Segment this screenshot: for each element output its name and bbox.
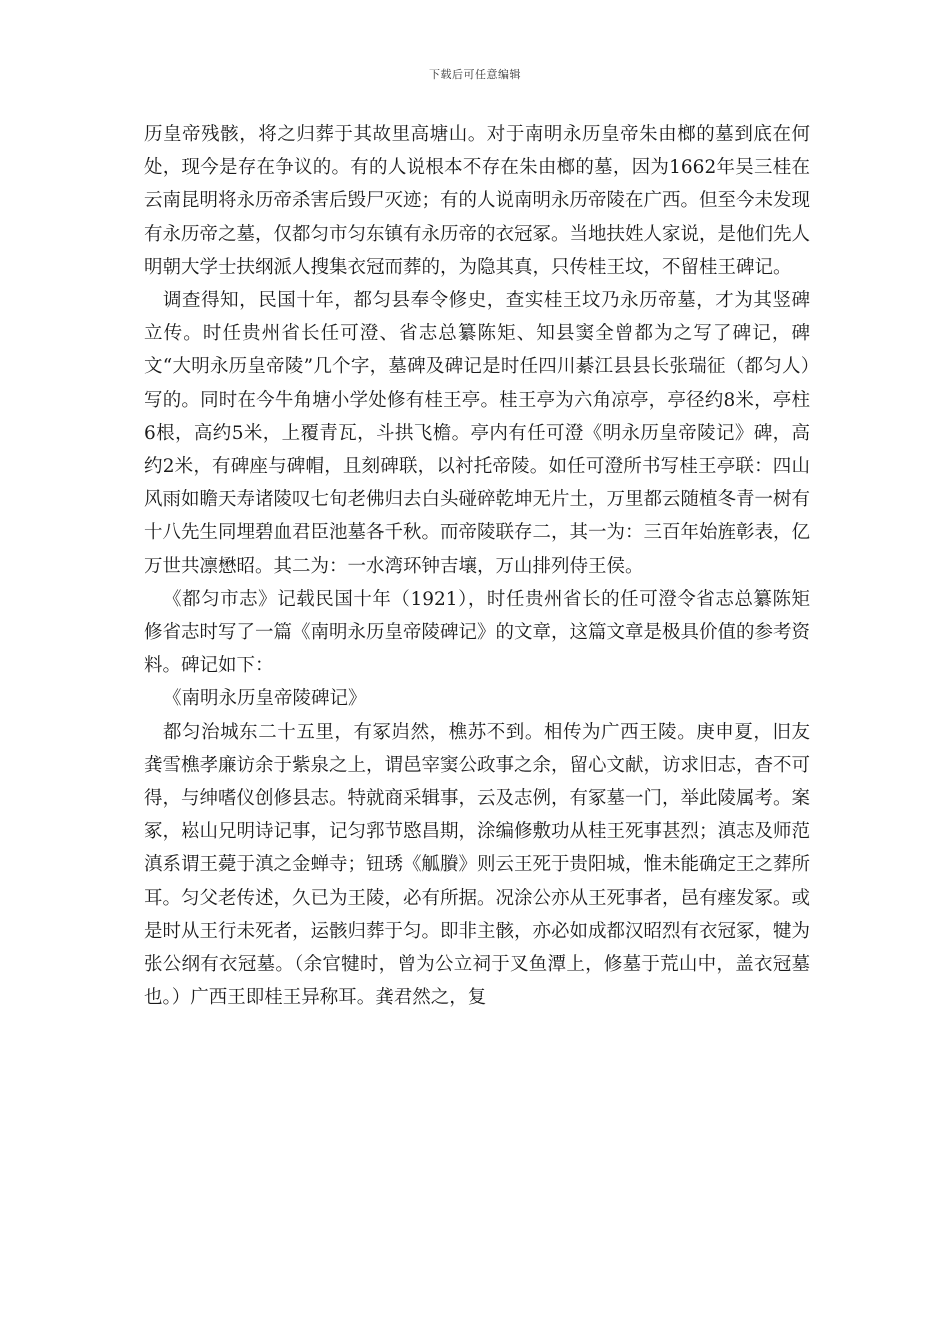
paragraph-3: 《都匀市志》记载民国十年（1921），时任贵州省长的任可澄令省志总纂陈矩修省志时写了一篇《南明永历皇帝陵碑记》的文章，这篇文章是极具价值的参考资料。碑记如下： [144,588,811,677]
paragraph-1: 历皇帝残骸，将之归葬于其故里高塘山。对于南明永历皇帝朱由榔的墓到底在何处，现今是存在争议的。有的人说根本不存在朱由榔的墓，因为1662年吴三桂在云南昆明将永历帝杀害后毁尸灭迹；有的人说南明永历帝陵在广西。但至今未发现有永历帝之墓，仅都匀市匀东镇有永历帝的衣冠冢。当地扶姓人家说，是他们先人明朝大学士扶纲派人搜集衣冠而葬的，为隐其真，只传桂王坟，不留桂王碑记。 [144,124,811,278]
paragraph-2: 调查得知，民国十年，都匀县奉令修史，查实桂王坟乃永历帝墓，才为其竖碑立传。时任贵州省长任可澄、省志总纂陈矩、知县窦全曾都为之写了碑记，碑文“大明永历皇帝陵”几个字，墓碑及碑记是时任四川綦江县县长张瑞征（都匀人）写的。同时在今牛角塘小学处修有桂王亭。桂王亭为六角凉亭，亭径约8米，亭柱6根，高约5米，上覆青瓦，斗拱飞檐。亭内有任可澄《明永历皇帝陵记》碑，高约2米，有碑座与碑帽，且刻碑联，以衬托帝陵。如任可澄所书写桂王亭联：四山风雨如瞻天寿诸陵叹七旬老佛归去白头碰碎乾坤无片土，万里都云随植冬青一树有十八先生同埋碧血君臣池墓各千秋。而帝陵联存二，其一为：三百年始旌彰表，亿万世共凛懋昭。其二为：一水湾环钟吉壤，万山排列侍王侯。 [144,290,811,577]
document-body [144,118,810,1014]
paragraph-inscription: 都匀治城东二十五里，有冢岿然，樵苏不到。相传为广西王陵。庚申夏，旧友龚雪樵孝廉访余于紫泉之上，谓邑宰窦公政事之余，留心文献，访求旧志，杳不可得，与绅嗜仪创修县志。特就商采辑事，云及志例，有冢墓一门，举此陵属考。案冢，崧山兄明诗记事，记匀郛节愍昌期，涂编修敷功从桂王死事甚烈；滇志及师范滇系谓王薨于滇之金蝉寺；钮琇《觚賸》则云王死于贵阳城，惟未能确定王之葬所耳。匀父老传述，久已为王陵，必有所据。况涂公亦从王死事者，邑有瘗发冢。或是时从王行未死者，运骸归葬于匀。即非主骸，亦必如成都汉昭烈有衣冠冢，犍为张公纲有衣冠墓。（余官犍时，曾为公立祠于叉鱼潭上，修墓于荒山中，盖衣冠墓也。）广西王即桂王异称耳。龚君然之，复 [144,721,811,1009]
page-header-note: 下载后可任意编辑 [429,68,521,81]
inscription-title: 《南明永历皇帝陵碑记》 [163,688,367,710]
